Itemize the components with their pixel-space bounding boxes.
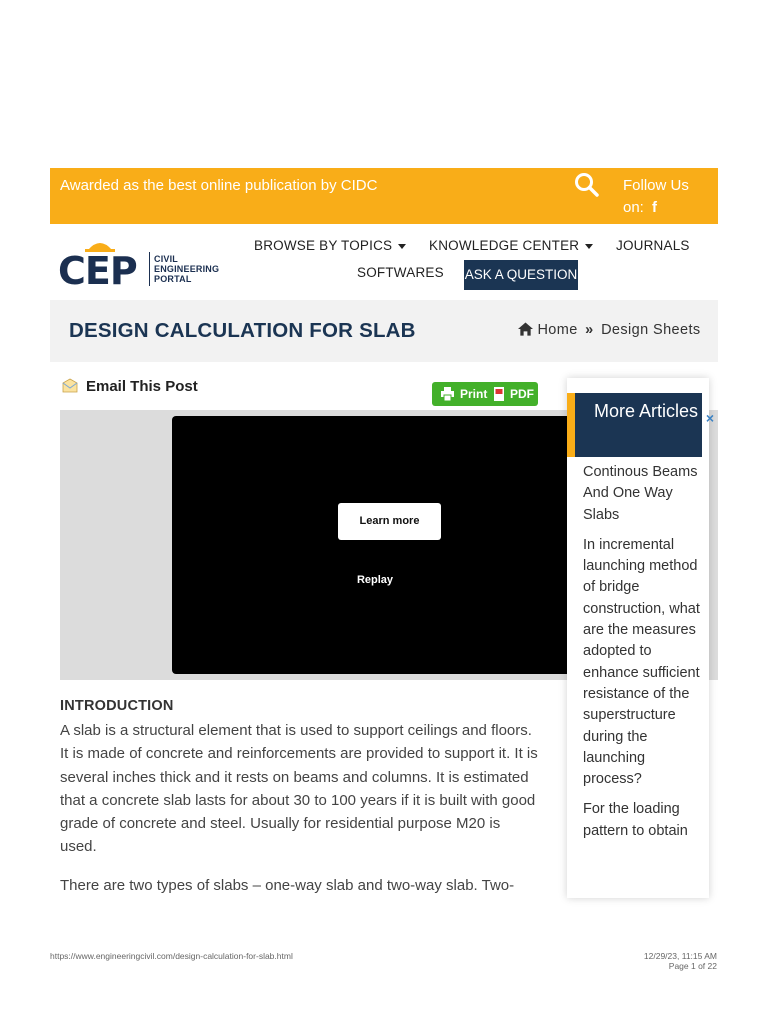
intro-paragraph: A slab is a structural element that is used to support ceilings and floors. It is made of concrete and reinforcements are provided to support it. It is several inches thick and it rests on beams and columns. It is estimated that a concrete slab lasts for about 30 to 100 years if it is built with good grade of concrete and steel. Usually for residential purpose M20 is used. [60, 722, 538, 856]
footer-url: https://www.engineeringcivil.com/design-calculation-for-slab.html [50, 951, 293, 961]
footer-page: Page 1 of 22 [668, 961, 717, 971]
replay-button[interactable]: Replay [356, 574, 394, 586]
breadcrumb [518, 322, 701, 338]
facebook-icon[interactable]: f [652, 199, 658, 216]
logo-divider [149, 252, 150, 286]
caret-down-icon [585, 244, 593, 249]
pdf-file-icon [494, 387, 504, 401]
pdf-label: PDF [510, 387, 534, 401]
printer-icon [441, 387, 454, 401]
nav-softwares[interactable]: SOFTWARES [357, 265, 444, 280]
logo-line-3: PORTAL [154, 274, 192, 284]
follow-us [623, 175, 703, 219]
nav-journals[interactable]: JOURNALS [616, 238, 690, 253]
caret-down-icon [398, 244, 406, 249]
envelope-icon [62, 378, 78, 393]
logo-line-2: ENGINEERING [154, 264, 220, 274]
learn-more-button[interactable]: Learn more [338, 503, 441, 540]
search-icon[interactable] [574, 172, 600, 198]
footer-datetime: 12/29/23, 11:15 AM [643, 951, 717, 961]
email-this-post[interactable] [62, 378, 198, 395]
breadcrumb-current[interactable]: Design Sheets [601, 322, 701, 338]
more-articles-heading: More Articles [567, 393, 702, 457]
logo-letters: CEP [58, 249, 137, 293]
nav-knowledge-center[interactable] [429, 238, 593, 253]
more-articles-list [583, 462, 705, 851]
article-link[interactable]: Continous Beams And One Way Slabs [583, 464, 698, 523]
page-title-bar [50, 300, 718, 362]
slab-types-paragraph: There are two types of slabs – one-way slab and two-way slab. Two- [60, 877, 515, 894]
nav-browse-label: BROWSE BY TOPICS [254, 238, 393, 253]
nav-knowledge-label: KNOWLEDGE CENTER [429, 238, 580, 253]
home-icon [518, 322, 533, 336]
print-label: Print [460, 387, 488, 401]
logo-line-1: CIVIL [154, 254, 179, 264]
nav-browse-topics[interactable] [254, 238, 406, 253]
article-link[interactable]: For the loading pattern to obtain [583, 801, 688, 839]
top-announcement-bar [50, 168, 718, 224]
ask-question-button[interactable]: ASK A QUESTION [464, 260, 578, 290]
page-title: DESIGN CALCULATION FOR SLAB [69, 319, 416, 342]
print-pdf-button[interactable] [432, 382, 538, 406]
award-text: Awarded as the best online publication by CIDC [60, 177, 378, 194]
article-link[interactable]: In incremental launching method of bridge construction, what are the measures adopted to enhance sufficient resistance of the superstructure during the launching process? [583, 536, 700, 788]
breadcrumb-home[interactable]: Home [537, 322, 578, 338]
footer-meta [644, 951, 717, 971]
video-ad-player[interactable] [172, 416, 578, 674]
double-chevron-icon: » [585, 322, 594, 338]
section-heading: INTRODUCTION [60, 698, 174, 714]
logo-subtitle [154, 254, 219, 284]
close-icon[interactable]: × [705, 410, 715, 426]
follow-us-label: Follow Us on: [623, 177, 689, 216]
email-label: Email This Post [86, 378, 198, 395]
site-logo[interactable] [58, 236, 218, 292]
